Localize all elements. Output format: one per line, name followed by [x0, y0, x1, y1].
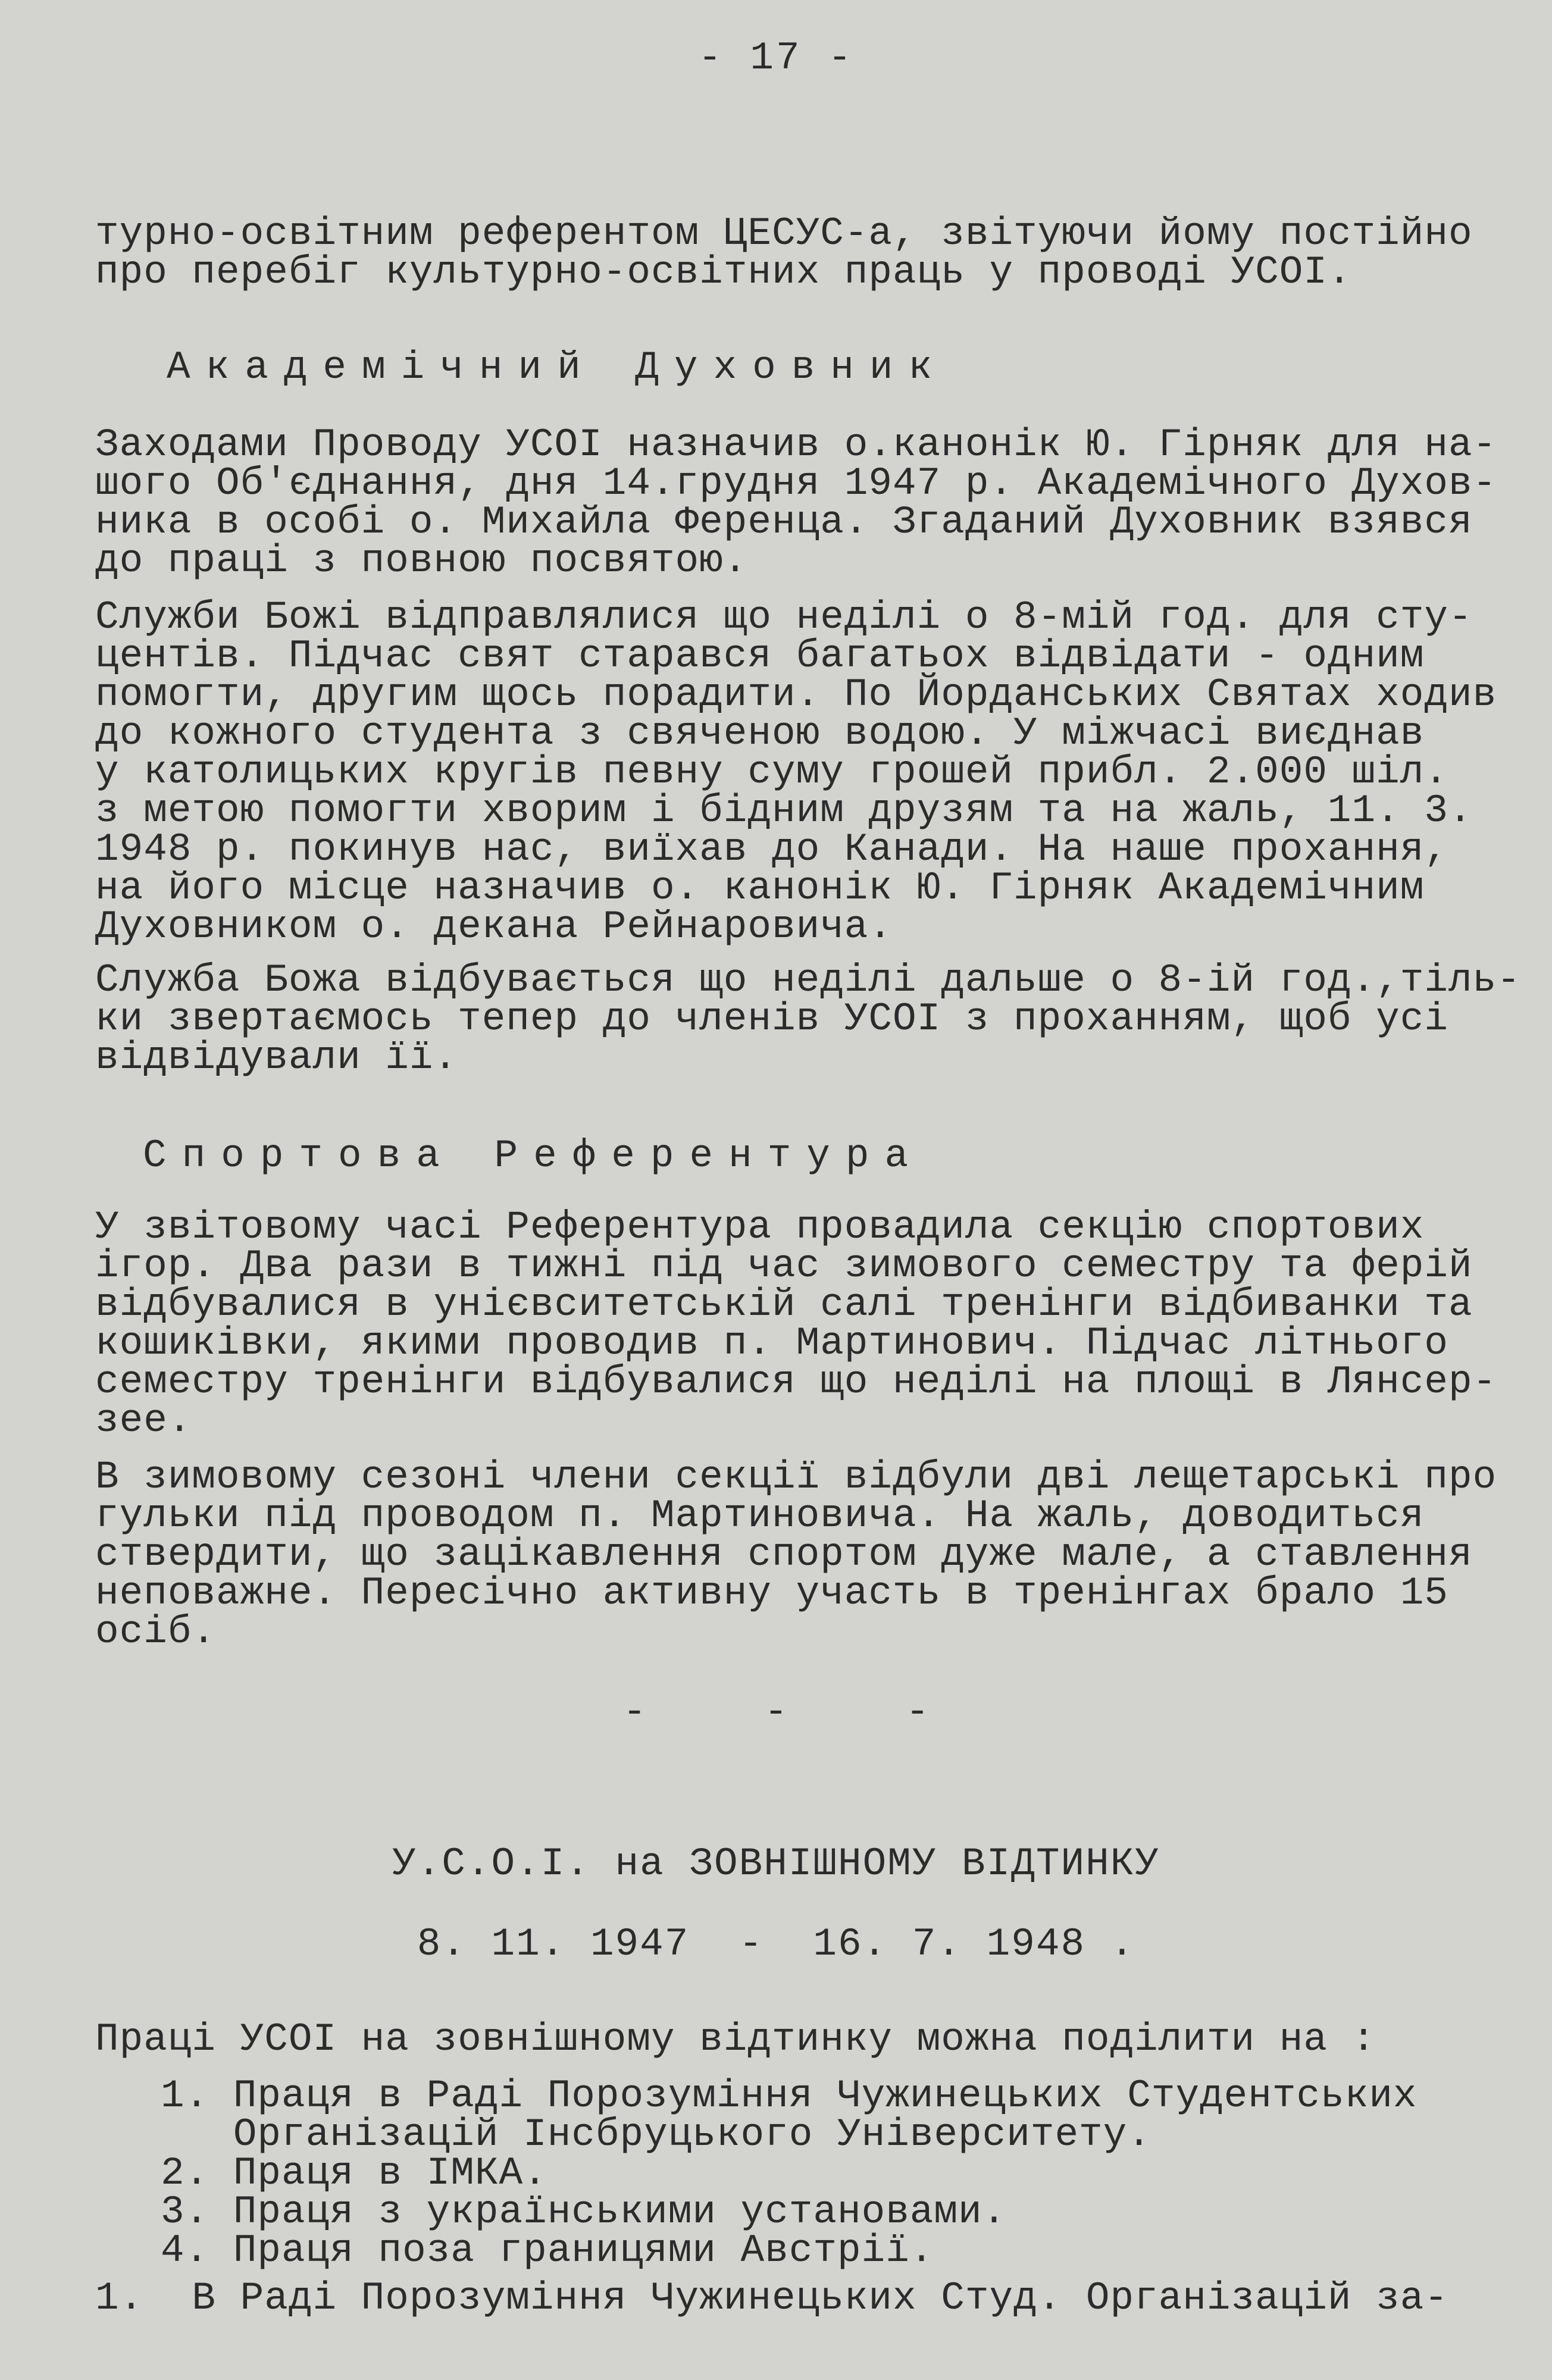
list-item: 4. Праця поза границями Австрії. [161, 2228, 934, 2273]
chaplain-paragraph-2 [95, 595, 1497, 949]
text-line: гульки під проводом п. Мартиновича. На жаль, доводиться [95, 1493, 1425, 1538]
text-line: відвідували її. [95, 1035, 458, 1080]
sport-paragraph-1 [95, 1205, 1497, 1443]
sport-heading: Спортова Референтура [143, 1133, 924, 1178]
section-divider: - - - [622, 1690, 930, 1734]
text-line: кошиківки, якими проводив п. Мартинович. Підчас літнього [95, 1321, 1448, 1366]
text-line: шого Об'єднання, дня 14.грудня 1947 р. Академічного Духов- [95, 461, 1497, 506]
text-line: У звітовому часі Референтура провадила секцію спортових [95, 1205, 1425, 1250]
text-line: Служби Божі відправлялися що неділі о 8-мій год. для сту- [95, 595, 1473, 640]
text-line: 1. В Раді Порозуміння Чужинецьких Студ. Організацій за- [95, 2276, 1448, 2320]
text-line: до кожного студента з свяченою водою. У міжчасі виєднав [95, 711, 1425, 756]
text-line: ки звертаємось тепер до членів УСОІ з проханням, щоб усі [95, 997, 1448, 1041]
list-item: 3. Праця з українськими установами. [161, 2190, 1007, 2234]
text-line: Служба Божа відбувається що неділі дальше о 8-ій год.,тіль- [95, 958, 1521, 1003]
external-dates: 8. 11. 1947 - 16. 7. 1948 . [417, 1922, 1135, 1966]
text-line: 1948 р. покинув нас, виїхав до Канади. На наше прохання, [95, 827, 1448, 872]
text-line: на його місце назначив о. канонік Ю. Гірняк Академічним [95, 866, 1425, 910]
sport-paragraph-2 [95, 1455, 1497, 1654]
text-line: центів. Підчас свят старався багатьох відвідати - одним [95, 634, 1425, 678]
list-item: 1. Праця в Раді Порозуміння Чужинецьких Студентських [161, 2074, 1418, 2118]
text-line: В зимовому сезоні члени секції відбули дві лещетарські про [95, 1455, 1497, 1499]
external-title: У.С.О.І. на ЗОВНІШНОМУ ВІДТИНКУ [392, 1842, 1160, 1886]
external-intro [95, 2017, 1464, 2062]
text-line: Духовником о. декана Рейнаровича. [95, 904, 893, 949]
list-item: 2. Праця в ІМКА. [161, 2151, 547, 2196]
text-line: турно-освітним референтом ЦЕСУС-а, звітуючи йому постійно [95, 211, 1473, 256]
text-line: осіб. [95, 1609, 217, 1654]
text-line: відбувалися в унієвситетській салі тренінги відбиванки та [95, 1282, 1473, 1327]
chaplain-paragraph-3 [95, 958, 1521, 1080]
text-line: семестру тренінги відбувалися що неділі на площі в Лянсер- [95, 1360, 1497, 1404]
page-number: - 17 - [698, 36, 854, 80]
chaplain-heading: Академічний Духовник [167, 345, 948, 390]
text-line: до праці з повною посвятою. [95, 538, 748, 583]
text-line: ствердити, що зацікавлення спортом дуже мале, а ставлення [95, 1532, 1473, 1577]
text-line: ника в особі о. Михайла Ференца. Згаданий Духовник взявся [95, 500, 1473, 544]
chaplain-paragraph-1 [95, 422, 1497, 583]
text-line: про перебіг культурно-освітних праць у проводі УСОІ. [95, 250, 1352, 295]
text-line: Заходами Проводу УСОІ назначив о.канонік Ю. Гірняк для на- [95, 422, 1497, 467]
text-line: у католицьких кругів певну суму грошей прибл. 2.000 шіл. [95, 750, 1448, 794]
external-final [95, 2276, 1464, 2320]
intro-paragraph [95, 211, 1473, 295]
text-line: неповажне. Пересічно активну участь в тренінгах брало 15 [95, 1571, 1448, 1615]
text-line: з метою помогти хворим і бідним друзям та на жаль, 11. 3. [95, 788, 1473, 833]
external-list [161, 2074, 1418, 2273]
text-line: Праці УСОІ на зовнішному відтинку можна поділити на : [95, 2017, 1376, 2062]
list-item: Організацій Інсбруцького Університету. [161, 2112, 1152, 2157]
text-line: ігор. Два рази в тижні під час зимового семестру та ферій [95, 1244, 1473, 1288]
text-line: помогти, другим щось порадити. По Йорданських Святах ходив [95, 672, 1497, 717]
text-line: зее. [95, 1398, 192, 1443]
